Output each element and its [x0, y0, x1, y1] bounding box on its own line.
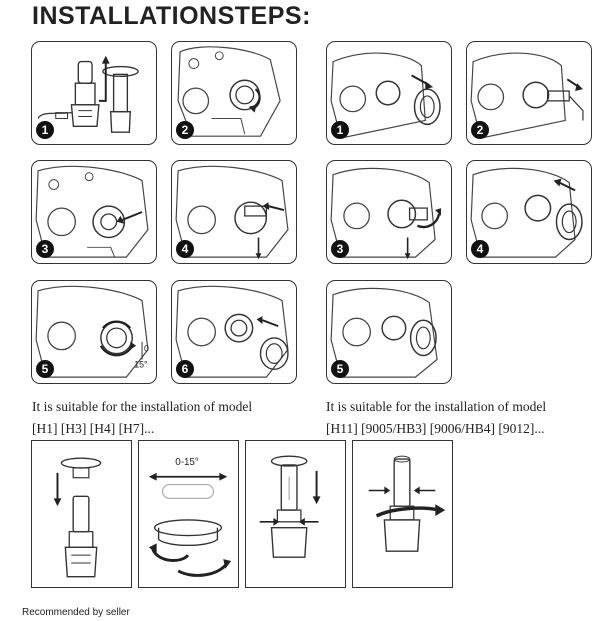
- left-caption-line2: [H1] [H3] [H4] [H7]...: [32, 421, 155, 436]
- rotation-angle-label: 0-15°: [175, 456, 199, 468]
- right-caption-line2: [H11] [9005/HB3] [9006/HB4] [9012]...: [326, 421, 545, 436]
- left-step-2: [171, 41, 297, 145]
- bottom-panel-1: [31, 440, 132, 588]
- adapter-rotate-icon: [139, 441, 238, 587]
- step-number-badge: 1: [36, 121, 54, 139]
- step-number-badge: 5: [331, 360, 349, 378]
- bulb-clamp-rotate-icon: [353, 441, 452, 587]
- bulb-press-down-icon: [246, 441, 345, 587]
- left-step-6: [171, 280, 297, 384]
- bulb-socket-align-icon: [32, 441, 131, 587]
- step-number-badge: 4: [176, 240, 194, 258]
- step-number-badge: 5: [36, 360, 54, 378]
- right-step-5: [326, 280, 452, 384]
- left-step-5: [31, 280, 157, 384]
- angle-label-end: 15°: [134, 359, 148, 370]
- step-number-badge: 2: [471, 121, 489, 139]
- left-caption-line1: It is suitable for the installation of model: [32, 399, 253, 414]
- step-number-badge: 3: [331, 240, 349, 258]
- bottom-panel-3: [245, 440, 346, 588]
- step-number-badge: 2: [176, 121, 194, 139]
- step-number-badge: 1: [331, 121, 349, 139]
- step-number-badge: 4: [471, 240, 489, 258]
- right-step-2: [466, 41, 592, 145]
- angle-label-start: 0: [144, 343, 149, 354]
- page-title: INSTALLATIONSTEPS:: [32, 2, 311, 30]
- recommended-by-seller-label: Recommended by seller: [22, 607, 130, 618]
- step-number-badge: 3: [36, 240, 54, 258]
- right-step-1: [326, 41, 452, 145]
- right-step-3: [326, 160, 452, 264]
- left-step-4: [171, 160, 297, 264]
- left-step-3: [31, 160, 157, 264]
- bottom-panel-2: [138, 440, 239, 588]
- left-step-1: [31, 41, 157, 145]
- right-caption-line1: It is suitable for the installation of model: [326, 399, 547, 414]
- step-number-badge: 6: [176, 360, 194, 378]
- right-step-4: [466, 160, 592, 264]
- bottom-panel-4: [352, 440, 453, 588]
